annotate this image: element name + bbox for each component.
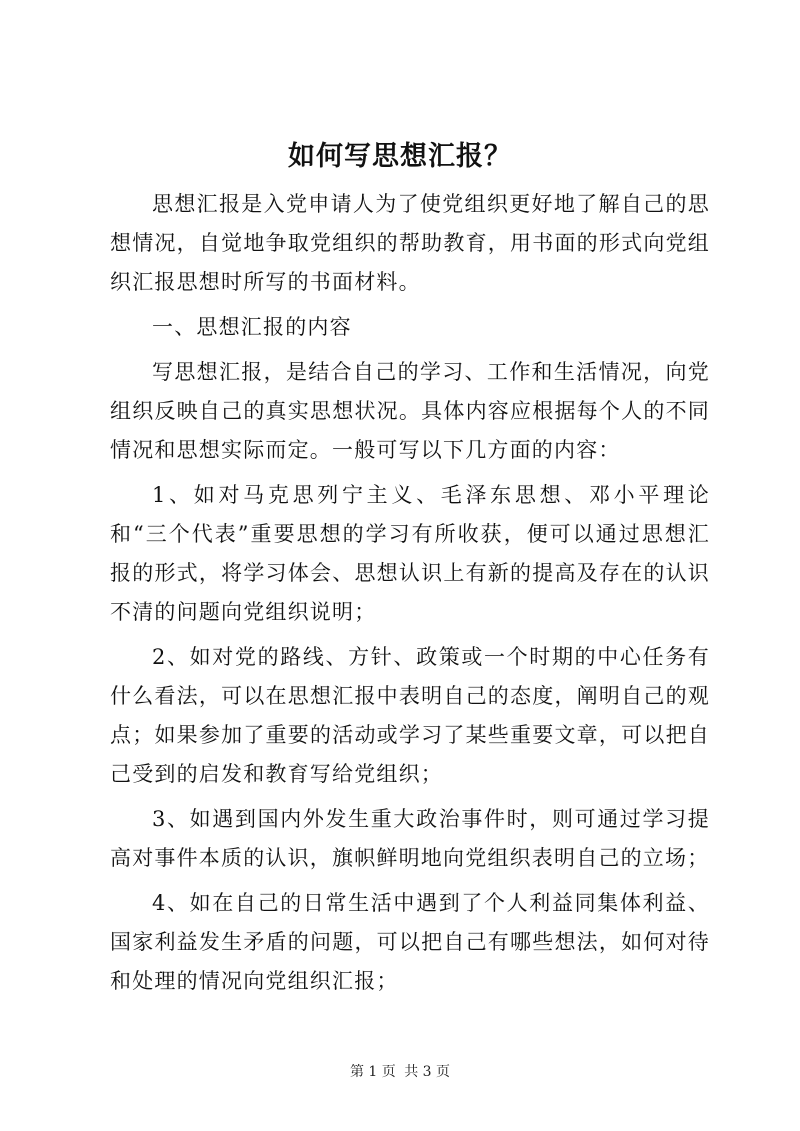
document-body: [110, 185, 710, 1007]
paragraph-content-overview: 写思想汇报，是结合自己的学习、工作和生活情况，向党组织反映自己的真实思想状况。具体内容应根据每个人的不同情况和思想实际而定。一般可写以下几方面的内容：: [110, 360, 710, 462]
paragraph-item-1: 1、如对马克思列宁主义、毛泽东思想、邓小平理论和“三个代表”重要思想的学习有所收获，便可以通过思想汇报的形式，将学习体会、思想认识上有新的提高及存在的认识不清的问题向党组织说明；: [110, 483, 710, 624]
paragraph-item-4: 4、如在自己的日常生活中遇到了个人利益同集体利益、国家利益发生矛盾的问题，可以把自己有哪些想法，如何对待和处理的情况向党组织汇报；: [110, 891, 710, 993]
document-title: 如何写思想汇报？: [288, 141, 512, 172]
paragraph-item-3: 3、如遇到国内外发生重大政治事件时，则可通过学习提高对事件本质的认识，旗帜鲜明地向党组织表明自己的立场；: [110, 807, 710, 870]
page-number: 第 1 页: [349, 1064, 396, 1080]
paragraph-item-2: 2、如对党的路线、方针、政策或一个时期的中心任务有什么看法，可以在思想汇报中表明自己的态度，阐明自己的观点；如果参加了重要的活动或学习了某些重要文章，可以把自己受到的启发和教育写给党组织；: [110, 645, 710, 786]
section-heading: 一、思想汇报的内容: [152, 315, 352, 339]
page-footer: [0, 1062, 800, 1082]
page-total: 共 3 页: [404, 1064, 451, 1080]
paragraph-intro: 思想汇报是入党申请人为了使党组织更好地了解自己的思想情况，自觉地争取党组织的帮助教育，用书面的形式向党组织汇报思想时所写的书面材料。: [110, 192, 710, 294]
